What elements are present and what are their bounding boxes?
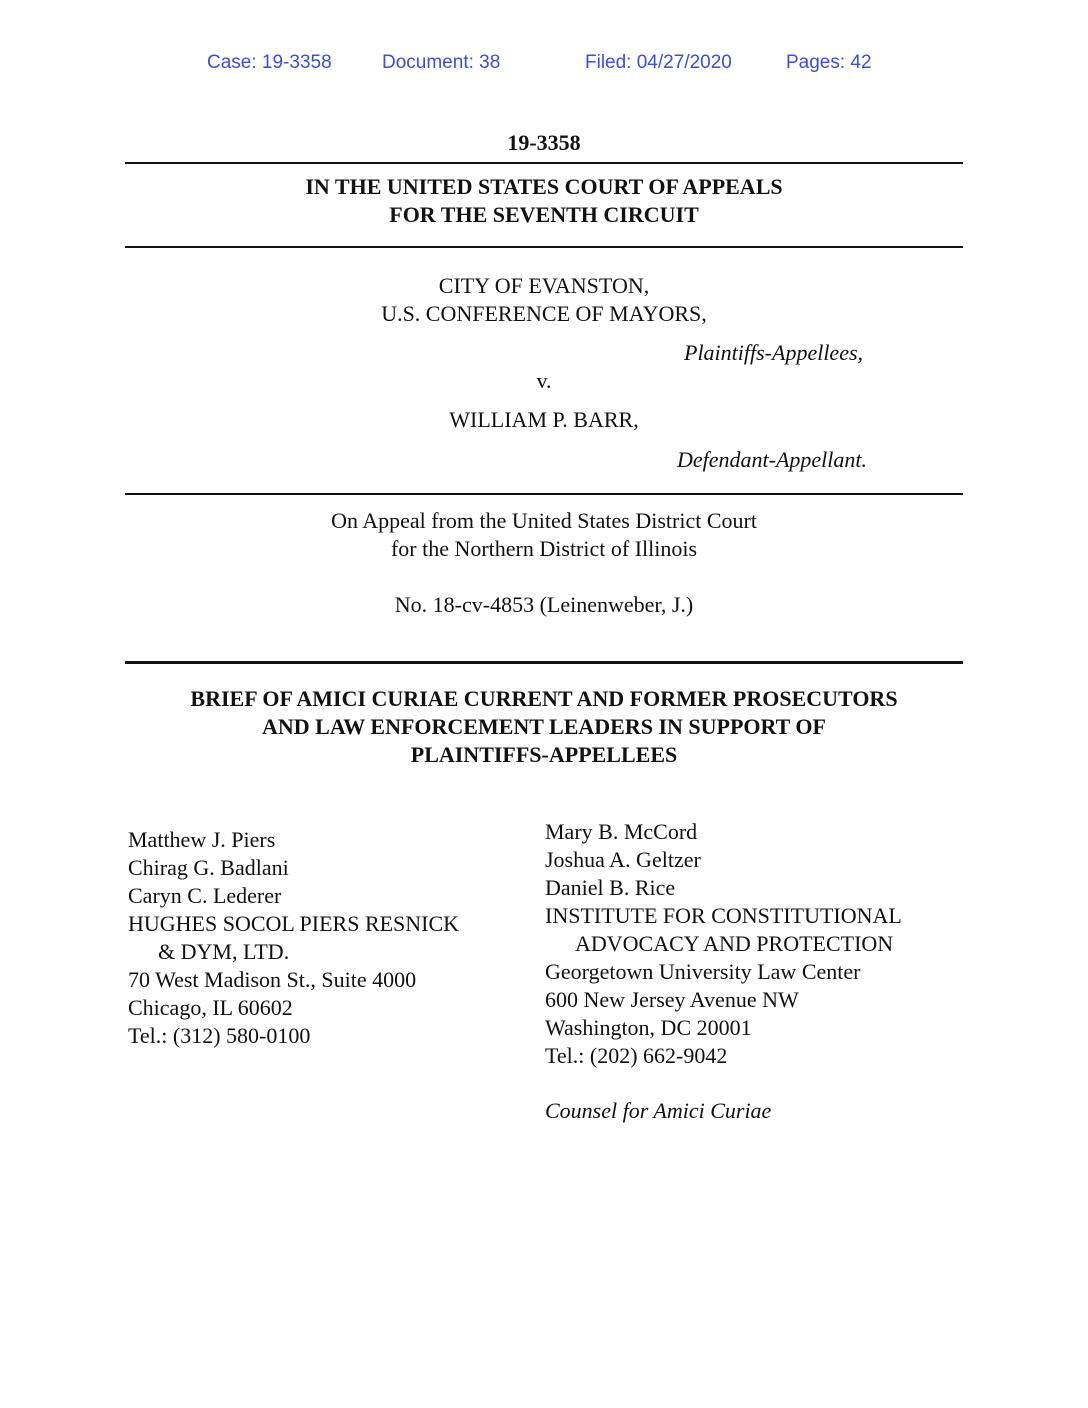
- law-firm-name-continued: & DYM, LTD.: [158, 939, 290, 964]
- institute-name: INSTITUTE FOR CONSTITUTIONAL: [545, 903, 902, 928]
- divider-1: [125, 162, 963, 164]
- counsel-name: Chirag G. Badlani: [128, 855, 289, 880]
- plaintiff-1: CITY OF EVANSTON,: [438, 273, 650, 298]
- street-address: 70 West Madison St., Suite 4000: [128, 967, 417, 992]
- appeal-line-2: for the Northern District of Illinois: [390, 536, 698, 561]
- counsel-name: Matthew J. Piers: [128, 827, 276, 852]
- institute-name-continued: ADVOCACY AND PROTECTION: [575, 931, 894, 956]
- counsel-name: Joshua A. Geltzer: [545, 847, 701, 872]
- counsel-name: Daniel B. Rice: [545, 875, 676, 900]
- divider-4: [125, 661, 963, 664]
- filing-header: [0, 52, 1088, 78]
- court-name-line-1: IN THE UNITED STATES COURT OF APPEALS: [305, 174, 783, 199]
- law-firm-name: HUGHES SOCOL PIERS RESNICK: [128, 911, 460, 936]
- versus: v.: [536, 368, 552, 393]
- counsel-name: Caryn C. Lederer: [128, 883, 282, 908]
- institution: Georgetown University Law Center: [545, 959, 861, 984]
- counsel-block-right: [545, 818, 902, 1125]
- counsel-for-amici: Counsel for Amici Curiae: [545, 1098, 772, 1123]
- divider-3: [125, 493, 963, 495]
- city-state-zip: Chicago, IL 60602: [128, 995, 293, 1020]
- telephone: Tel.: (312) 580-0100: [128, 1023, 311, 1048]
- appeal-line-1: On Appeal from the United States District Court: [331, 508, 757, 533]
- plaintiff-2: U.S. CONFERENCE OF MAYORS,: [381, 301, 707, 326]
- telephone: Tel.: (202) 662-9042: [545, 1043, 728, 1068]
- city-state-zip: Washington, DC 20001: [545, 1015, 752, 1040]
- street-address: 600 New Jersey Avenue NW: [545, 987, 799, 1012]
- defendant: WILLIAM P. BARR,: [449, 407, 639, 432]
- docket-number: 19-3358: [507, 130, 581, 155]
- plaintiff-role: Plaintiffs-Appellees,: [684, 340, 864, 365]
- header-page-count: Pages: 42: [786, 52, 872, 73]
- court-name-line-2: FOR THE SEVENTH CIRCUIT: [389, 202, 699, 227]
- defendant-role: Defendant-Appellant.: [677, 447, 868, 472]
- counsel-block-left: [128, 826, 459, 1050]
- header-case-number: Case: 19-3358: [207, 52, 332, 73]
- divider-2: [125, 246, 963, 248]
- header-filed-date: Filed: 04/27/2020: [585, 52, 732, 73]
- counsel-name: Mary B. McCord: [545, 819, 698, 844]
- brief-title-line-1: BRIEF OF AMICI CURIAE CURRENT AND FORMER PROSECUTORS: [190, 686, 898, 711]
- header-document-number: Document: 38: [382, 52, 501, 73]
- brief-title-line-3: PLAINTIFFS-APPELLEES: [410, 742, 678, 767]
- brief-title-line-2: AND LAW ENFORCEMENT LEADERS IN SUPPORT OF: [262, 714, 826, 739]
- lower-court-case-number: No. 18-cv-4853 (Leinenweber, J.): [394, 592, 694, 617]
